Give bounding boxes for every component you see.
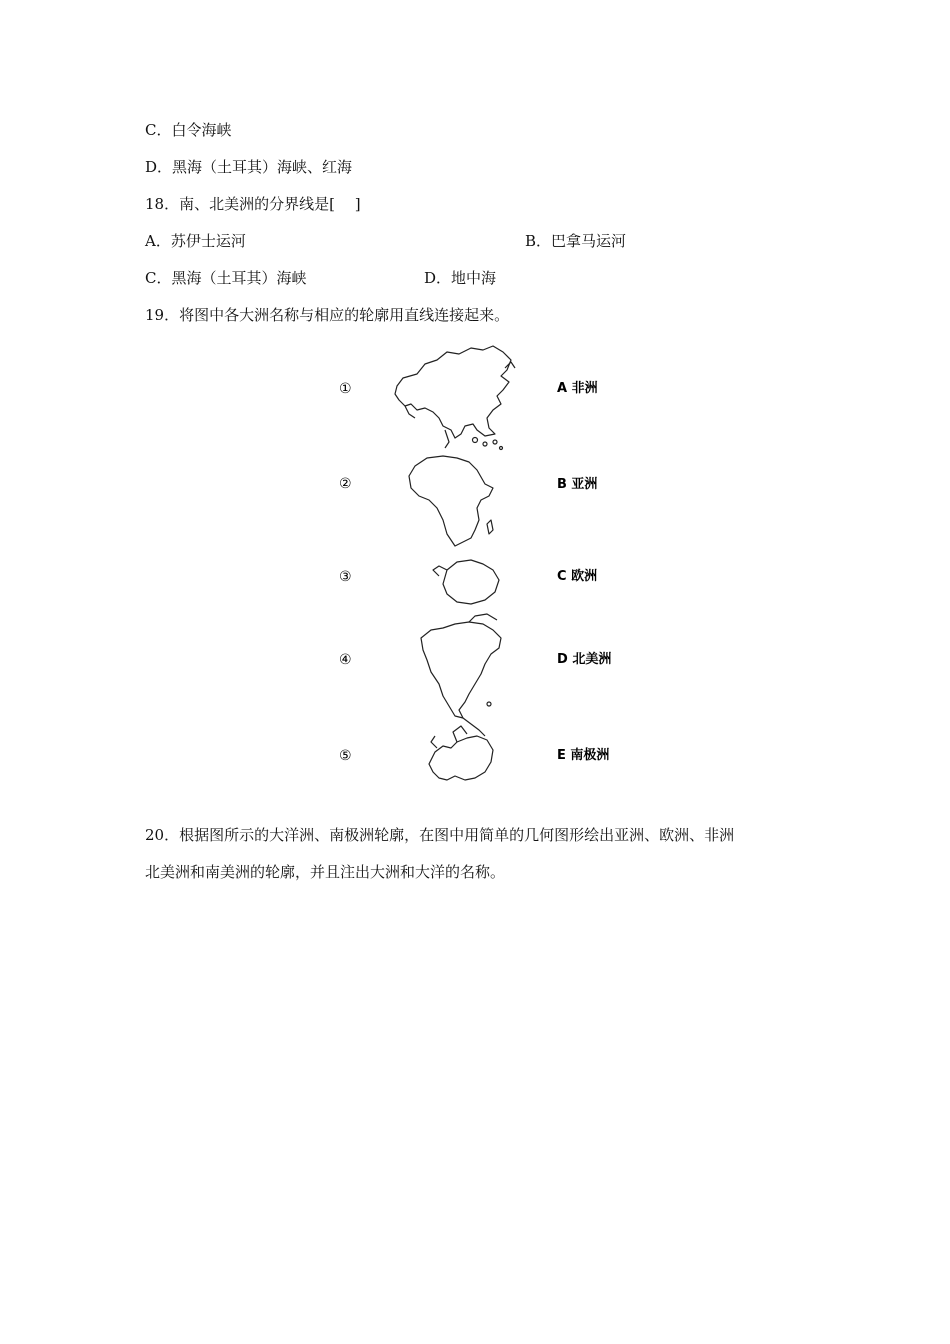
europe-outline [429,736,493,780]
q18-stem: 18．南、北美洲的分界线是[ ] [145,195,361,213]
continent-matching-figure [325,338,625,794]
q18-option-d: D．地中海 [424,269,497,287]
q20-line1: 20．根据图所示的大洋洲、南极洲轮廓，在图中用简单的几何图形绘出亚洲、欧洲、非洲 [145,826,735,844]
marker-1: ① [339,381,352,397]
arctic-islands [469,614,497,622]
q20-line2: 北美洲和南美洲的轮廓，并且注出大洲和大洋的名称。 [145,863,506,881]
asia-island [500,447,503,450]
label-b: B 亚洲 [557,477,598,492]
q18-option-b: B．巴拿马运河 [525,232,627,250]
label-d: D 北美洲 [557,652,612,667]
q17-option-c: C．白令海峡 [145,121,232,139]
scandinavia [453,726,467,742]
q18-option-c: C．黑海（土耳其）海峡 [145,269,307,287]
caribbean-island [487,702,491,706]
label-c: C 欧洲 [557,569,598,584]
antarctic-peninsula [433,566,447,576]
madagascar-outline [487,520,493,534]
asia-island [493,440,497,444]
marker-2: ② [339,476,352,492]
marker-5: ⑤ [339,748,352,764]
label-e: E 南极洲 [557,748,610,763]
marker-3: ③ [339,569,352,585]
asia-arabia [405,406,415,418]
q17-option-d: D．黑海（土耳其）海峡、红海 [145,158,353,176]
asia-island [483,442,487,446]
british-isles [431,736,437,748]
north-america-outline [421,622,501,718]
asia-outline [395,346,511,438]
asia-island [473,438,478,443]
africa-outline [409,456,493,546]
label-a: A 非洲 [557,381,598,396]
q18-option-a: A．苏伊士运河 [145,232,246,250]
marker-4: ④ [339,652,352,668]
antarctica-outline [443,560,499,604]
asia-peninsula [445,430,449,448]
asia-japan [505,362,515,368]
q19-stem: 19．将图中各大洲名称与相应的轮廓用直线连接起来。 [145,306,510,324]
